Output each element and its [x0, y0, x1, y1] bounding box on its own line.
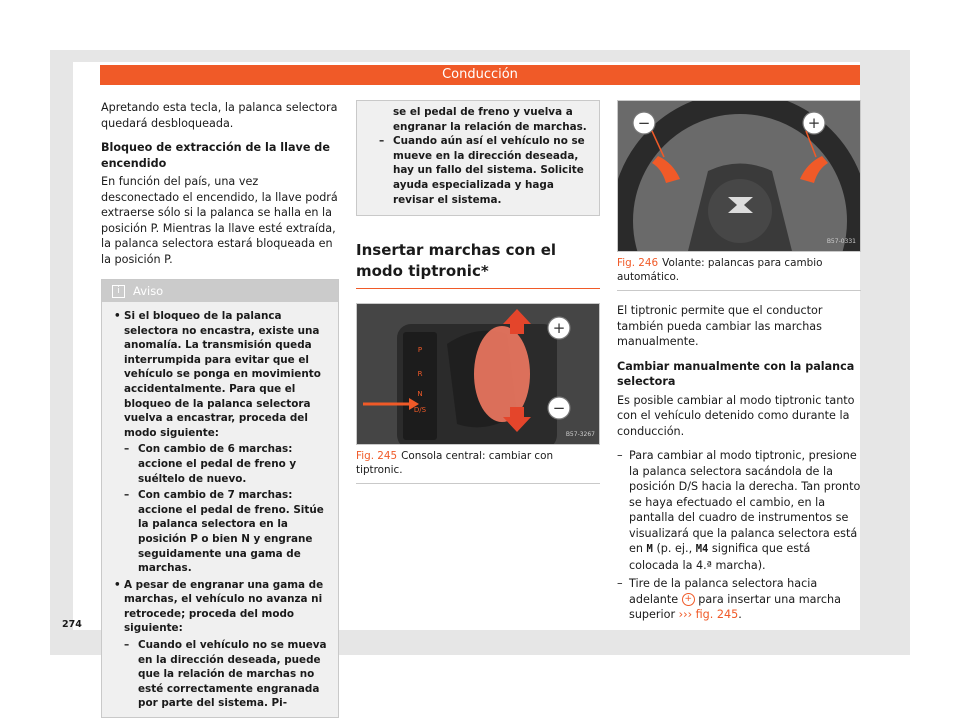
instruction-item: – Tire de la palanca selectora hacia adelante + para insertar una marcha superior ››› fig. 245. [617, 576, 861, 623]
notice-dash-item: – Con cambio de 7 marchas: accione el pedal de freno. Sitúe la palanca selectora en la posición P o bien N y engrane seguidamente una gama de marchas. [114, 488, 328, 576]
notice-box [101, 279, 339, 718]
gate-label: P [417, 346, 423, 355]
display-m-symbol: M [646, 543, 653, 555]
svg-text:+: + [552, 319, 566, 338]
notice-body [102, 302, 338, 717]
figure-caption [617, 257, 861, 291]
body-paragraph: En función del país, una vez desconectado el encendido, la llave podrá extraerse sólo si la palanca se halla en la posición P. Mientras la llave esté extraída, la palanca selectora estará bloqueada en la posición P. [101, 175, 338, 266]
notice-dash-item: – Cuando aún así el vehículo no se mueve en la dirección deseada, hay un fallo del sistema. Solicite ayuda especializada y haga revisar el sistema. [369, 134, 589, 207]
notice-continuation-text: se el pedal de freno y vuelva a engranar la relación de marchas. [393, 106, 587, 133]
section-heading: Bloqueo de extracción de la llave de encendido [101, 141, 330, 170]
svg-text:+: + [807, 114, 821, 132]
info-icon: i [112, 285, 125, 298]
instruction-item: – Para cambiar al modo tiptronic, presione la palanca selectora sacándola de la posición D/S hacia la derecha. Tan pronto se haya efectuado el cambio, en la pantalla del cuadro de instrumentos se visualizará que la palanca selectora está en M (p. ej., M4 significa que está colocada la 4.ª marcha). [617, 448, 861, 573]
display-m4-symbol: M4 [695, 543, 709, 555]
figure-caption-text: Volante: palancas para cambio automático. [617, 257, 823, 283]
notice-dash-item: – Cuando el vehículo no se mueva en la dirección deseada, puede que la relación de marchas no esté correctamente engranada por parte del sistema. Pi- [114, 638, 328, 711]
notice-title: Aviso [133, 284, 164, 298]
figure-caption-text: Consola central: cambiar con tiptronic. [356, 450, 554, 476]
gate-label: R [417, 370, 423, 379]
figure-number: Fig. 246 [617, 257, 659, 269]
notice-bullet: • Si el bloqueo de la palanca selectora no encastra, existe una anomalía. La transmisión queda interrumpida para evitar que el vehículo se ponga en movimiento accidentalmente. Para que el bloqueo de la palanca selectora vuelva a encastrar, proceda del modo siguiente: [114, 309, 328, 440]
column-left [101, 100, 339, 718]
gate-label: N [417, 390, 423, 399]
section-title: Insertar marchas con el modo tiptronic* [356, 240, 600, 289]
figure-caption [356, 450, 600, 484]
gate-label: D/S [413, 406, 427, 415]
column-right [617, 100, 861, 626]
figure-number: Fig. 245 [356, 450, 398, 463]
plus-circle-icon: + [682, 593, 695, 606]
figure-code: B57-0331 [826, 237, 856, 245]
page-number: 274 [62, 619, 82, 630]
gear-console-illustration [357, 304, 600, 444]
section-heading: Cambiar manualmente con la palanca selectora [617, 359, 855, 388]
intro-paragraph: El tiptronic permite que el conductor también pueda cambiar las marchas manualmente. [617, 304, 823, 348]
notice-continuation [356, 100, 600, 216]
svg-text:−: − [637, 114, 651, 132]
body-paragraph: Es posible cambiar al modo tiptronic tanto con el vehículo detenido como durante la conducción. [617, 393, 855, 438]
column-middle [356, 100, 600, 484]
notice-dash-item: – Con cambio de 6 marchas: accione el pedal de freno y suéltelo de nuevo. [114, 442, 328, 486]
chapter-header: Conducción [100, 65, 860, 85]
steering-wheel-illustration [618, 101, 861, 251]
figure-gear-console [356, 303, 600, 445]
notice-bullet: • A pesar de engranar una gama de marchas, el vehículo no avanza ni retrocede; proceda del modo siguiente: [114, 578, 328, 636]
svg-text:−: − [552, 399, 566, 418]
intro-paragraph: Apretando esta tecla, la palanca selectora quedará desbloqueada. [101, 101, 338, 130]
figure-steering-wheel [617, 100, 861, 252]
notice-header [102, 280, 338, 302]
figure-reference-link[interactable]: ››› fig. 245 [678, 608, 739, 621]
figure-code: B57-3267 [565, 430, 595, 438]
